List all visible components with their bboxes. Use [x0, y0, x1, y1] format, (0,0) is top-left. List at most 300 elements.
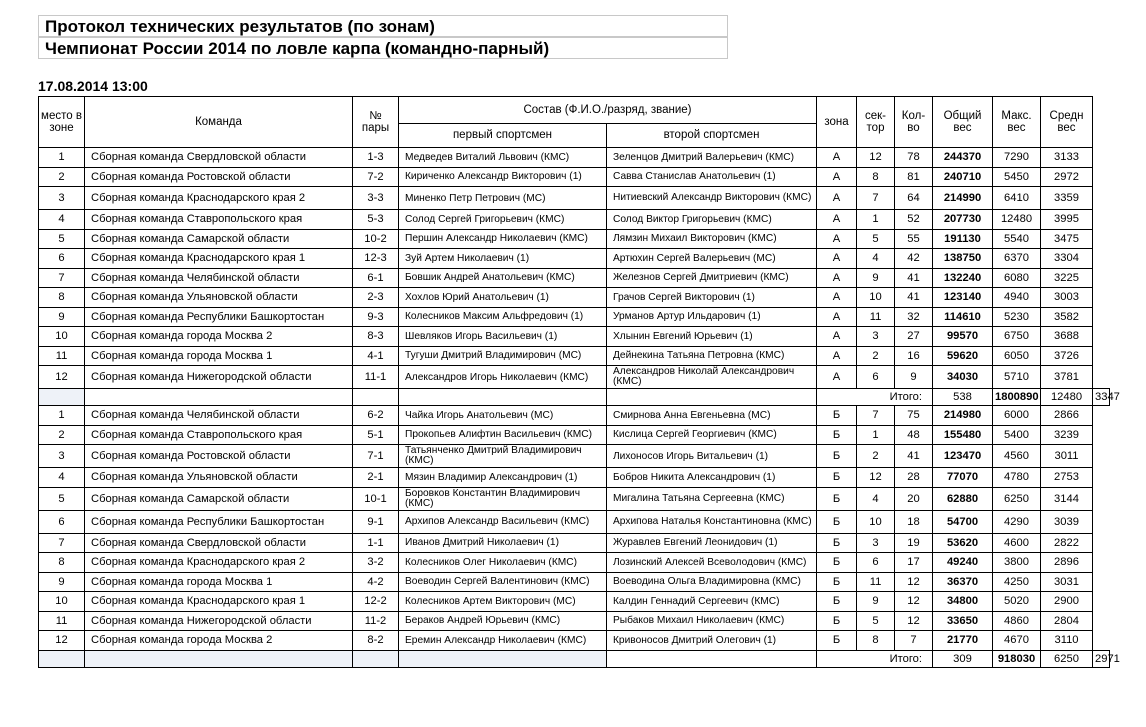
first-athlete-cell: Медведев Виталий Львович (КМС)	[399, 148, 607, 168]
sector-cell: 10	[857, 288, 895, 308]
avg-weight-cell: 3726	[1041, 346, 1093, 366]
count-cell: 12	[895, 611, 933, 631]
max-weight-cell: 4860	[993, 611, 1041, 631]
pair-cell: 10-2	[353, 229, 399, 249]
avg-weight-cell: 3688	[1041, 327, 1093, 347]
total-weight-cell: 53620	[933, 533, 993, 553]
pair-cell: 4-1	[353, 346, 399, 366]
team-cell: Сборная команда Свердловской области	[85, 533, 353, 553]
pair-cell: 9-3	[353, 307, 399, 327]
zone-cell: Б	[817, 406, 857, 426]
avg-weight-cell: 3110	[1041, 631, 1093, 651]
avg-weight-cell: 2900	[1041, 592, 1093, 612]
sector-cell: 10	[857, 510, 895, 533]
zone-b-table-row	[39, 533, 1110, 553]
second-athlete-cell: Лихоносов Игорь Витальевич (1)	[607, 445, 817, 468]
zone-cell: Б	[817, 425, 857, 445]
pair-cell: 6-2	[353, 406, 399, 426]
max-weight-cell: 5020	[993, 592, 1041, 612]
zone-b-table-row	[39, 445, 1110, 468]
count-cell: 41	[895, 445, 933, 468]
protocol-sheet	[38, 12, 1120, 702]
first-athlete-cell: Прокопьев Алифтин Васильевич (КМС)	[399, 425, 607, 445]
zone-b-table-row	[39, 406, 1110, 426]
count-cell: 81	[895, 167, 933, 187]
zone-a-total-max: 12480	[1041, 389, 1093, 406]
zone-cell: А	[817, 268, 857, 288]
team-cell: Сборная команда Ульяновской области	[85, 288, 353, 308]
zone-a-total-row	[39, 389, 1110, 406]
place-cell: 8	[39, 553, 85, 573]
place-cell: 10	[39, 592, 85, 612]
zone-a-total-count: 538	[933, 389, 993, 406]
count-cell: 55	[895, 229, 933, 249]
col-place-header: место в зоне	[39, 97, 85, 148]
second-athlete-cell: Бобров Никита Александрович (1)	[607, 468, 817, 488]
team-cell: Сборная команда Республики Башкортостан	[85, 510, 353, 533]
max-weight-cell: 6370	[993, 249, 1041, 269]
place-cell: 7	[39, 533, 85, 553]
team-cell: Сборная команда Нижегородской области	[85, 611, 353, 631]
first-athlete-cell: Татьянченко Дмитрий Владимирович (КМС)	[399, 445, 607, 468]
zone-cell: Б	[817, 572, 857, 592]
total-weight-cell: 123470	[933, 445, 993, 468]
count-cell: 32	[895, 307, 933, 327]
place-cell: 11	[39, 611, 85, 631]
first-athlete-cell: Еремин Александр Николаевич (КМС)	[399, 631, 607, 651]
zone-a-table-row	[39, 249, 1110, 269]
max-weight-cell: 4250	[993, 572, 1041, 592]
count-cell: 42	[895, 249, 933, 269]
sector-cell: 12	[857, 468, 895, 488]
total-weight-cell: 54700	[933, 510, 993, 533]
col-second-athlete-header: второй спортсмен	[607, 123, 817, 147]
pair-cell: 4-2	[353, 572, 399, 592]
zone-cell: Б	[817, 510, 857, 533]
avg-weight-cell: 3475	[1041, 229, 1093, 249]
second-athlete-cell: Архипова Наталья Константиновна (КМС)	[607, 510, 817, 533]
zone-cell: А	[817, 327, 857, 347]
count-cell: 41	[895, 268, 933, 288]
zone-b-total-label: Итого:	[817, 650, 933, 667]
zone-cell: Б	[817, 533, 857, 553]
zone-cell: Б	[817, 553, 857, 573]
pair-cell: 12-2	[353, 592, 399, 612]
max-weight-cell: 4560	[993, 445, 1041, 468]
max-weight-cell: 4670	[993, 631, 1041, 651]
team-cell: Сборная команда Краснодарского края 2	[85, 553, 353, 573]
team-cell: Сборная команда города Москва 2	[85, 327, 353, 347]
total-weight-cell: 36370	[933, 572, 993, 592]
pair-cell: 2-1	[353, 468, 399, 488]
count-cell: 19	[895, 533, 933, 553]
zone-a-table-row	[39, 327, 1110, 347]
total-weight-cell: 59620	[933, 346, 993, 366]
pair-cell: 11-2	[353, 611, 399, 631]
max-weight-cell: 4290	[993, 510, 1041, 533]
max-weight-cell: 4780	[993, 468, 1041, 488]
first-athlete-cell: Кириченко Александр Викторович (1)	[399, 167, 607, 187]
pair-cell: 7-1	[353, 445, 399, 468]
championship-title: Чемпионат России 2014 по ловле карпа (командно-парный)	[38, 37, 728, 59]
count-cell: 48	[895, 425, 933, 445]
zone-cell: Б	[817, 611, 857, 631]
first-athlete-cell: Тугуши Дмитрий Владимирович (МС)	[399, 346, 607, 366]
col-count-header: Кол-во	[895, 97, 933, 148]
max-weight-cell: 3800	[993, 553, 1041, 573]
sector-cell: 4	[857, 249, 895, 269]
avg-weight-cell: 2753	[1041, 468, 1093, 488]
protocol-title: Протокол технических результатов (по зонам)	[38, 15, 728, 37]
team-cell: Сборная команда города Москва 2	[85, 631, 353, 651]
zone-cell: А	[817, 187, 857, 210]
place-cell: 4	[39, 210, 85, 230]
sector-cell: 1	[857, 210, 895, 230]
sector-cell: 6	[857, 553, 895, 573]
second-athlete-cell: Хлынин Евгений Юрьевич (1)	[607, 327, 817, 347]
total-weight-cell: 155480	[933, 425, 993, 445]
second-athlete-cell: Нитиевский Александр Викторович (КМС)	[607, 187, 817, 210]
max-weight-cell: 5540	[993, 229, 1041, 249]
first-athlete-cell: Колесников Артем Викторович (МС)	[399, 592, 607, 612]
second-athlete-cell: Лямзин Михаил Викторович (КМС)	[607, 229, 817, 249]
count-cell: 9	[895, 366, 933, 389]
max-weight-cell: 5710	[993, 366, 1041, 389]
avg-weight-cell: 2822	[1041, 533, 1093, 553]
results-table	[38, 96, 1120, 668]
place-cell: 5	[39, 487, 85, 510]
avg-weight-cell: 3039	[1041, 510, 1093, 533]
count-cell: 75	[895, 406, 933, 426]
zone-cell: А	[817, 346, 857, 366]
max-weight-cell: 6000	[993, 406, 1041, 426]
zone-cell: А	[817, 307, 857, 327]
sector-cell: 8	[857, 631, 895, 651]
zone-b-table-row	[39, 425, 1110, 445]
zone-b-table-row	[39, 553, 1110, 573]
avg-weight-cell: 2972	[1041, 167, 1093, 187]
count-cell: 12	[895, 572, 933, 592]
total-weight-cell: 33650	[933, 611, 993, 631]
zone-b-table-row	[39, 510, 1110, 533]
place-cell: 6	[39, 510, 85, 533]
count-cell: 20	[895, 487, 933, 510]
pair-cell: 12-3	[353, 249, 399, 269]
second-athlete-cell: Лозинский Алексей Всеволодович (КМС)	[607, 553, 817, 573]
pair-cell: 2-3	[353, 288, 399, 308]
count-cell: 16	[895, 346, 933, 366]
sector-cell: 3	[857, 533, 895, 553]
zone-a-table-row	[39, 268, 1110, 288]
sector-cell: 4	[857, 487, 895, 510]
first-athlete-cell: Шевляков Игорь Васильевич (1)	[399, 327, 607, 347]
avg-weight-cell: 3304	[1041, 249, 1093, 269]
team-cell: Сборная команда Ставропольского края	[85, 210, 353, 230]
total-weight-cell: 207730	[933, 210, 993, 230]
team-cell: Сборная команда Ставропольского края	[85, 425, 353, 445]
pair-cell: 6-1	[353, 268, 399, 288]
max-weight-cell: 6050	[993, 346, 1041, 366]
total-weight-cell: 49240	[933, 553, 993, 573]
second-athlete-cell: Солод Виктор Григорьевич (КМС)	[607, 210, 817, 230]
pair-cell: 3-2	[353, 553, 399, 573]
sector-cell: 6	[857, 366, 895, 389]
avg-weight-cell: 2896	[1041, 553, 1093, 573]
sector-cell: 1	[857, 425, 895, 445]
place-cell: 3	[39, 445, 85, 468]
sector-cell: 12	[857, 148, 895, 168]
first-athlete-cell: Бераков Андрей Юрьевич (КМС)	[399, 611, 607, 631]
first-athlete-cell: Колесников Олег Николаевич (КМС)	[399, 553, 607, 573]
zone-cell: А	[817, 210, 857, 230]
total-weight-cell: 21770	[933, 631, 993, 651]
team-cell: Сборная команда Самарской области	[85, 487, 353, 510]
second-athlete-cell: Зеленцов Дмитрий Валерьевич (КМС)	[607, 148, 817, 168]
count-cell: 64	[895, 187, 933, 210]
avg-weight-cell: 3359	[1041, 187, 1093, 210]
first-athlete-cell: Воеводин Сергей Валентинович (КМС)	[399, 572, 607, 592]
team-cell: Сборная команда Республики Башкортостан	[85, 307, 353, 327]
sector-cell: 7	[857, 187, 895, 210]
col-pair-header: № пары	[353, 97, 399, 148]
first-athlete-cell: Мязин Владимир Александрович (1)	[399, 468, 607, 488]
max-weight-cell: 5450	[993, 167, 1041, 187]
pair-cell: 5-1	[353, 425, 399, 445]
pair-cell: 10-1	[353, 487, 399, 510]
total-weight-cell: 34800	[933, 592, 993, 612]
team-cell: Сборная команда Свердловской области	[85, 148, 353, 168]
count-cell: 28	[895, 468, 933, 488]
total-weight-cell: 114610	[933, 307, 993, 327]
place-cell: 11	[39, 346, 85, 366]
sector-cell: 9	[857, 268, 895, 288]
second-athlete-cell: Смирнова Анна Евгеньевна (МС)	[607, 406, 817, 426]
max-weight-cell: 6750	[993, 327, 1041, 347]
zone-cell: Б	[817, 487, 857, 510]
team-cell: Сборная команда Ростовской области	[85, 167, 353, 187]
zone-cell: Б	[817, 592, 857, 612]
place-cell: 5	[39, 229, 85, 249]
pair-cell: 11-1	[353, 366, 399, 389]
zone-cell: Б	[817, 468, 857, 488]
place-cell: 1	[39, 406, 85, 426]
col-first-athlete-header: первый спортсмен	[399, 123, 607, 147]
second-athlete-cell: Кривоносов Дмитрий Олегович (1)	[607, 631, 817, 651]
avg-weight-cell: 3144	[1041, 487, 1093, 510]
pair-cell: 9-1	[353, 510, 399, 533]
total-weight-cell: 34030	[933, 366, 993, 389]
total-weight-cell: 214990	[933, 187, 993, 210]
team-cell: Сборная команда Челябинской области	[85, 268, 353, 288]
second-athlete-cell: Грачов Сергей Викторович (1)	[607, 288, 817, 308]
max-weight-cell: 6250	[993, 487, 1041, 510]
max-weight-cell: 7290	[993, 148, 1041, 168]
sector-cell: 11	[857, 307, 895, 327]
avg-weight-cell: 3995	[1041, 210, 1093, 230]
total-weight-cell: 138750	[933, 249, 993, 269]
zone-a-table-row	[39, 288, 1110, 308]
total-weight-cell: 132240	[933, 268, 993, 288]
total-weight-cell: 240710	[933, 167, 993, 187]
team-cell: Сборная команда Краснодарского края 1	[85, 249, 353, 269]
avg-weight-cell: 3582	[1041, 307, 1093, 327]
avg-weight-cell: 3239	[1041, 425, 1093, 445]
first-athlete-cell: Архипов Александр Васильевич (КМС)	[399, 510, 607, 533]
col-sector-header: сек-тор	[857, 97, 895, 148]
avg-weight-cell: 2866	[1041, 406, 1093, 426]
count-cell: 27	[895, 327, 933, 347]
first-athlete-cell: Чайка Игорь Анатольевич (МС)	[399, 406, 607, 426]
count-cell: 18	[895, 510, 933, 533]
first-athlete-cell: Боровков Константин Владимирович (КМС)	[399, 487, 607, 510]
zone-a-table-row	[39, 229, 1110, 249]
zone-a-table-row	[39, 366, 1110, 389]
zone-b-table-row	[39, 631, 1110, 651]
zone-cell: А	[817, 366, 857, 389]
first-athlete-cell: Александров Игорь Николаевич (КМС)	[399, 366, 607, 389]
second-athlete-cell: Воеводина Ольга Владимировна (КМС)	[607, 572, 817, 592]
zone-b-total-avg: 2971	[1093, 650, 1110, 667]
second-athlete-cell: Рыбаков Михаил Николаевич (КМС)	[607, 611, 817, 631]
zone-a-table-row	[39, 307, 1110, 327]
second-athlete-cell: Железнов Сергей Дмитриевич (КМС)	[607, 268, 817, 288]
zone-a-table-row	[39, 167, 1110, 187]
first-athlete-cell: Солод Сергей Григорьевич (КМС)	[399, 210, 607, 230]
pair-cell: 1-3	[353, 148, 399, 168]
team-cell: Сборная команда Краснодарского края 1	[85, 592, 353, 612]
zone-cell: Б	[817, 631, 857, 651]
max-weight-cell: 12480	[993, 210, 1041, 230]
zone-a-table-row	[39, 346, 1110, 366]
count-cell: 41	[895, 288, 933, 308]
col-avg-weight-header: Средн вес	[1041, 97, 1093, 148]
place-cell: 9	[39, 307, 85, 327]
pair-cell: 8-3	[353, 327, 399, 347]
sector-cell: 9	[857, 592, 895, 612]
place-cell: 8	[39, 288, 85, 308]
second-athlete-cell: Артюхин Сергей Валерьевич (МС)	[607, 249, 817, 269]
col-zone-header: зона	[817, 97, 857, 148]
team-cell: Сборная команда Челябинской области	[85, 406, 353, 426]
first-athlete-cell: Иванов Дмитрий Николаевич (1)	[399, 533, 607, 553]
place-cell: 1	[39, 148, 85, 168]
zone-b-table-row	[39, 611, 1110, 631]
team-cell: Сборная команда Краснодарского края 2	[85, 187, 353, 210]
pair-cell: 5-3	[353, 210, 399, 230]
zone-b-total-row	[39, 650, 1110, 667]
avg-weight-cell: 3133	[1041, 148, 1093, 168]
place-cell: 7	[39, 268, 85, 288]
sector-cell: 7	[857, 406, 895, 426]
sector-cell: 8	[857, 167, 895, 187]
total-weight-cell: 123140	[933, 288, 993, 308]
zone-b-total-weight: 918030	[993, 650, 1041, 667]
pair-cell: 8-2	[353, 631, 399, 651]
zone-b-table-row	[39, 468, 1110, 488]
max-weight-cell: 5400	[993, 425, 1041, 445]
sector-cell: 5	[857, 611, 895, 631]
sector-cell: 11	[857, 572, 895, 592]
second-athlete-cell: Савва Станислав Анатольевич (1)	[607, 167, 817, 187]
zone-cell: А	[817, 249, 857, 269]
team-cell: Сборная команда города Москва 1	[85, 572, 353, 592]
zone-cell: А	[817, 288, 857, 308]
team-cell: Сборная команда Самарской области	[85, 229, 353, 249]
second-athlete-cell: Дейнекина Татьяна Петровна (КМС)	[607, 346, 817, 366]
sector-cell: 2	[857, 346, 895, 366]
first-athlete-cell: Зуй Артем Николаевич (1)	[399, 249, 607, 269]
second-athlete-cell: Урманов Артур Ильдарович (1)	[607, 307, 817, 327]
col-max-weight-header: Макс. вес	[993, 97, 1041, 148]
count-cell: 12	[895, 592, 933, 612]
place-cell: 12	[39, 631, 85, 651]
protocol-datetime: 17.08.2014 13:00	[38, 78, 148, 94]
first-athlete-cell: Миненко Петр Петрович (МС)	[399, 187, 607, 210]
first-athlete-cell: Бовшик Андрей Анатольевич (КМС)	[399, 268, 607, 288]
first-athlete-cell: Першин Александр Николаевич (КМС)	[399, 229, 607, 249]
max-weight-cell: 6410	[993, 187, 1041, 210]
sector-cell: 2	[857, 445, 895, 468]
first-athlete-cell: Колесников Максим Альфредович (1)	[399, 307, 607, 327]
zone-b-total-count: 309	[933, 650, 993, 667]
avg-weight-cell: 3011	[1041, 445, 1093, 468]
place-cell: 2	[39, 425, 85, 445]
place-cell: 3	[39, 187, 85, 210]
zone-a-total-weight: 1800890	[993, 389, 1041, 406]
place-cell: 12	[39, 366, 85, 389]
total-weight-cell: 244370	[933, 148, 993, 168]
col-composition-header: Состав (Ф.И.О./разряд, звание)	[399, 97, 817, 124]
place-cell: 4	[39, 468, 85, 488]
pair-cell: 1-1	[353, 533, 399, 553]
zone-a-total-avg: 3347	[1093, 389, 1110, 406]
zone-cell: Б	[817, 445, 857, 468]
pair-cell: 7-2	[353, 167, 399, 187]
zone-b-table-row	[39, 572, 1110, 592]
avg-weight-cell: 3781	[1041, 366, 1093, 389]
zone-cell: А	[817, 229, 857, 249]
place-cell: 6	[39, 249, 85, 269]
zone-a-table-row	[39, 210, 1110, 230]
count-cell: 78	[895, 148, 933, 168]
zone-a-total-label: Итого:	[817, 389, 933, 406]
total-weight-cell: 99570	[933, 327, 993, 347]
total-weight-cell: 191130	[933, 229, 993, 249]
col-team-header: Команда	[85, 97, 353, 148]
second-athlete-cell: Журавлев Евгений Леонидович (1)	[607, 533, 817, 553]
team-cell: Сборная команда Ульяновской области	[85, 468, 353, 488]
zone-cell: А	[817, 148, 857, 168]
total-weight-cell: 77070	[933, 468, 993, 488]
second-athlete-cell: Мигалина Татьяна Сергеевна (КМС)	[607, 487, 817, 510]
total-weight-cell: 62880	[933, 487, 993, 510]
team-cell: Сборная команда Ростовской области	[85, 445, 353, 468]
count-cell: 52	[895, 210, 933, 230]
max-weight-cell: 5230	[993, 307, 1041, 327]
zone-b-table-row	[39, 487, 1110, 510]
count-cell: 17	[895, 553, 933, 573]
zone-b-total-max: 6250	[1041, 650, 1093, 667]
zone-a-table-row	[39, 148, 1110, 168]
col-total-weight-header: Общий вес	[933, 97, 993, 148]
team-cell: Сборная команда Нижегородской области	[85, 366, 353, 389]
avg-weight-cell: 2804	[1041, 611, 1093, 631]
second-athlete-cell: Александров Николай Александрович (КМС)	[607, 366, 817, 389]
max-weight-cell: 6080	[993, 268, 1041, 288]
zone-a-table-row	[39, 187, 1110, 210]
place-cell: 10	[39, 327, 85, 347]
count-cell: 7	[895, 631, 933, 651]
